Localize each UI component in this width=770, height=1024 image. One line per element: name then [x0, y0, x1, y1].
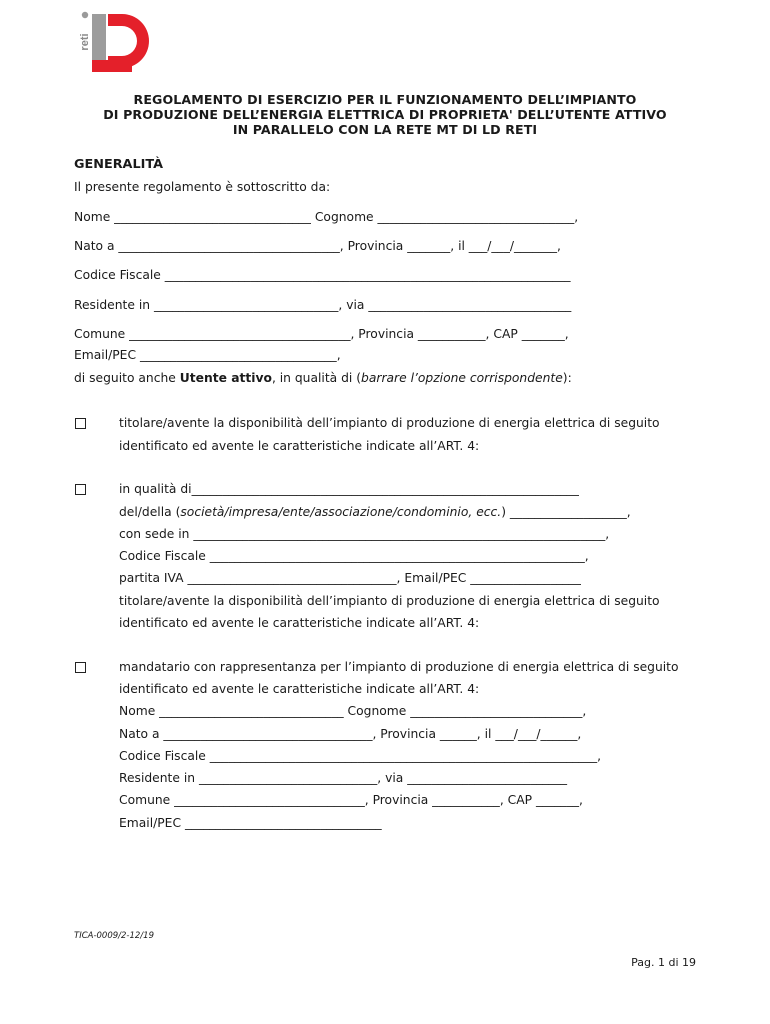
field-nato-provincia-data[interactable]: Nato a ____________________________________, Provincia _______, il ___/___/_______, — [74, 239, 561, 253]
checkbox-option-mandatario[interactable] — [75, 662, 86, 673]
seguito-bold: Utente attivo — [179, 371, 272, 385]
option1-line2: identificato ed avente le caratteristiche indicate all’ART. 4: — [119, 439, 480, 453]
checkbox-option-in-qualita[interactable] — [75, 484, 86, 495]
seguito-suffix: ): — [562, 371, 572, 385]
field-email-pec[interactable]: Email/PEC ________________________________, — [74, 348, 341, 362]
document-title-line3: IN PARALLELO CON LA RETE MT DI LD RETI — [232, 122, 538, 137]
option2-line6: titolare/avente la disponibilità dell’impianto di produzione di energia elettrica di seguito — [119, 594, 660, 608]
option2-line3[interactable]: con sede in ___________________________________________________________________, — [119, 527, 610, 541]
option2-line2-prefix: del/della ( — [119, 505, 181, 519]
option2-line7: identificato ed avente le caratteristiche indicate all’ART. 4: — [119, 616, 480, 630]
checkbox-option-titolare[interactable] — [75, 418, 86, 429]
option2-line5[interactable]: partita IVA __________________________________, Email/PEC __________________ — [119, 571, 581, 585]
logo-dot — [82, 12, 88, 18]
field-nome-cognome[interactable]: Nome ________________________________ Cognome ________________________________, — [74, 210, 579, 224]
field-codice-fiscale[interactable]: Codice Fiscale __________________________________________________________________ — [74, 268, 571, 282]
option3-line5[interactable]: Codice Fiscale _______________________________________________________________, — [119, 749, 602, 763]
logo-reti-text: reti — [79, 33, 91, 51]
option3-line6[interactable]: Residente in _____________________________, via __________________________ — [119, 771, 568, 785]
document-title-line2: DI PRODUZIONE DELL’ENERGIA ELETTRICA DI PROPRIETA' DELL’UTENTE ATTIVO — [103, 107, 667, 122]
logo-d-shape — [108, 14, 149, 68]
option2-line2[interactable] — [119, 505, 631, 519]
option2-line2-italic: società/impresa/ente/associazione/condominio, ecc. — [180, 505, 502, 519]
option3-line8[interactable]: Email/PEC ________________________________ — [119, 816, 382, 830]
seguito-middle: , in qualità di ( — [271, 371, 362, 385]
ld-reti-logo — [76, 10, 158, 74]
option2-line1[interactable]: in qualità di_______________________________________________________________ — [119, 482, 579, 496]
option3-line3[interactable]: Nome ______________________________ Cognome ____________________________, — [119, 704, 587, 718]
page-number: Pag. 1 di 19 — [631, 956, 696, 969]
option2-line2-suffix: ) ___________________, — [501, 505, 631, 519]
intro-text: Il presente regolamento è sottoscritto da: — [74, 180, 331, 194]
option2-line4[interactable]: Codice Fiscale _____________________________________________________________, — [119, 549, 589, 563]
option3-line2: identificato ed avente le caratteristiche indicate all’ART. 4: — [119, 682, 480, 696]
document-code: TICA-0009/2-12/19 — [74, 931, 154, 941]
option3-line4[interactable]: Nato a __________________________________, Provincia ______, il ___/___/______, — [119, 727, 582, 741]
document-title-line1: REGOLAMENTO DI ESERCIZIO PER IL FUNZIONAMENTO DELL’IMPIANTO — [133, 92, 637, 107]
field-residente-via[interactable]: Residente in ______________________________, via _________________________________ — [74, 298, 572, 312]
section-heading-generalita: GENERALITÀ — [74, 157, 164, 172]
option3-line7[interactable]: Comune _______________________________, Provincia ___________, CAP _______, — [119, 793, 583, 807]
seguito-prefix: di seguito anche — [74, 371, 180, 385]
option1-line1: titolare/avente la disponibilità dell’impianto di produzione di energia elettrica di seguito — [119, 416, 660, 430]
utente-attivo-line — [74, 371, 572, 385]
seguito-italic: barrare l’opzione corrispondente — [361, 371, 563, 385]
option3-line1: mandatario con rappresentanza per l’impianto di produzione di energia elettrica di seguito — [119, 660, 679, 674]
field-comune-provincia-cap[interactable]: Comune ____________________________________, Provincia ___________, CAP _______, — [74, 327, 569, 341]
